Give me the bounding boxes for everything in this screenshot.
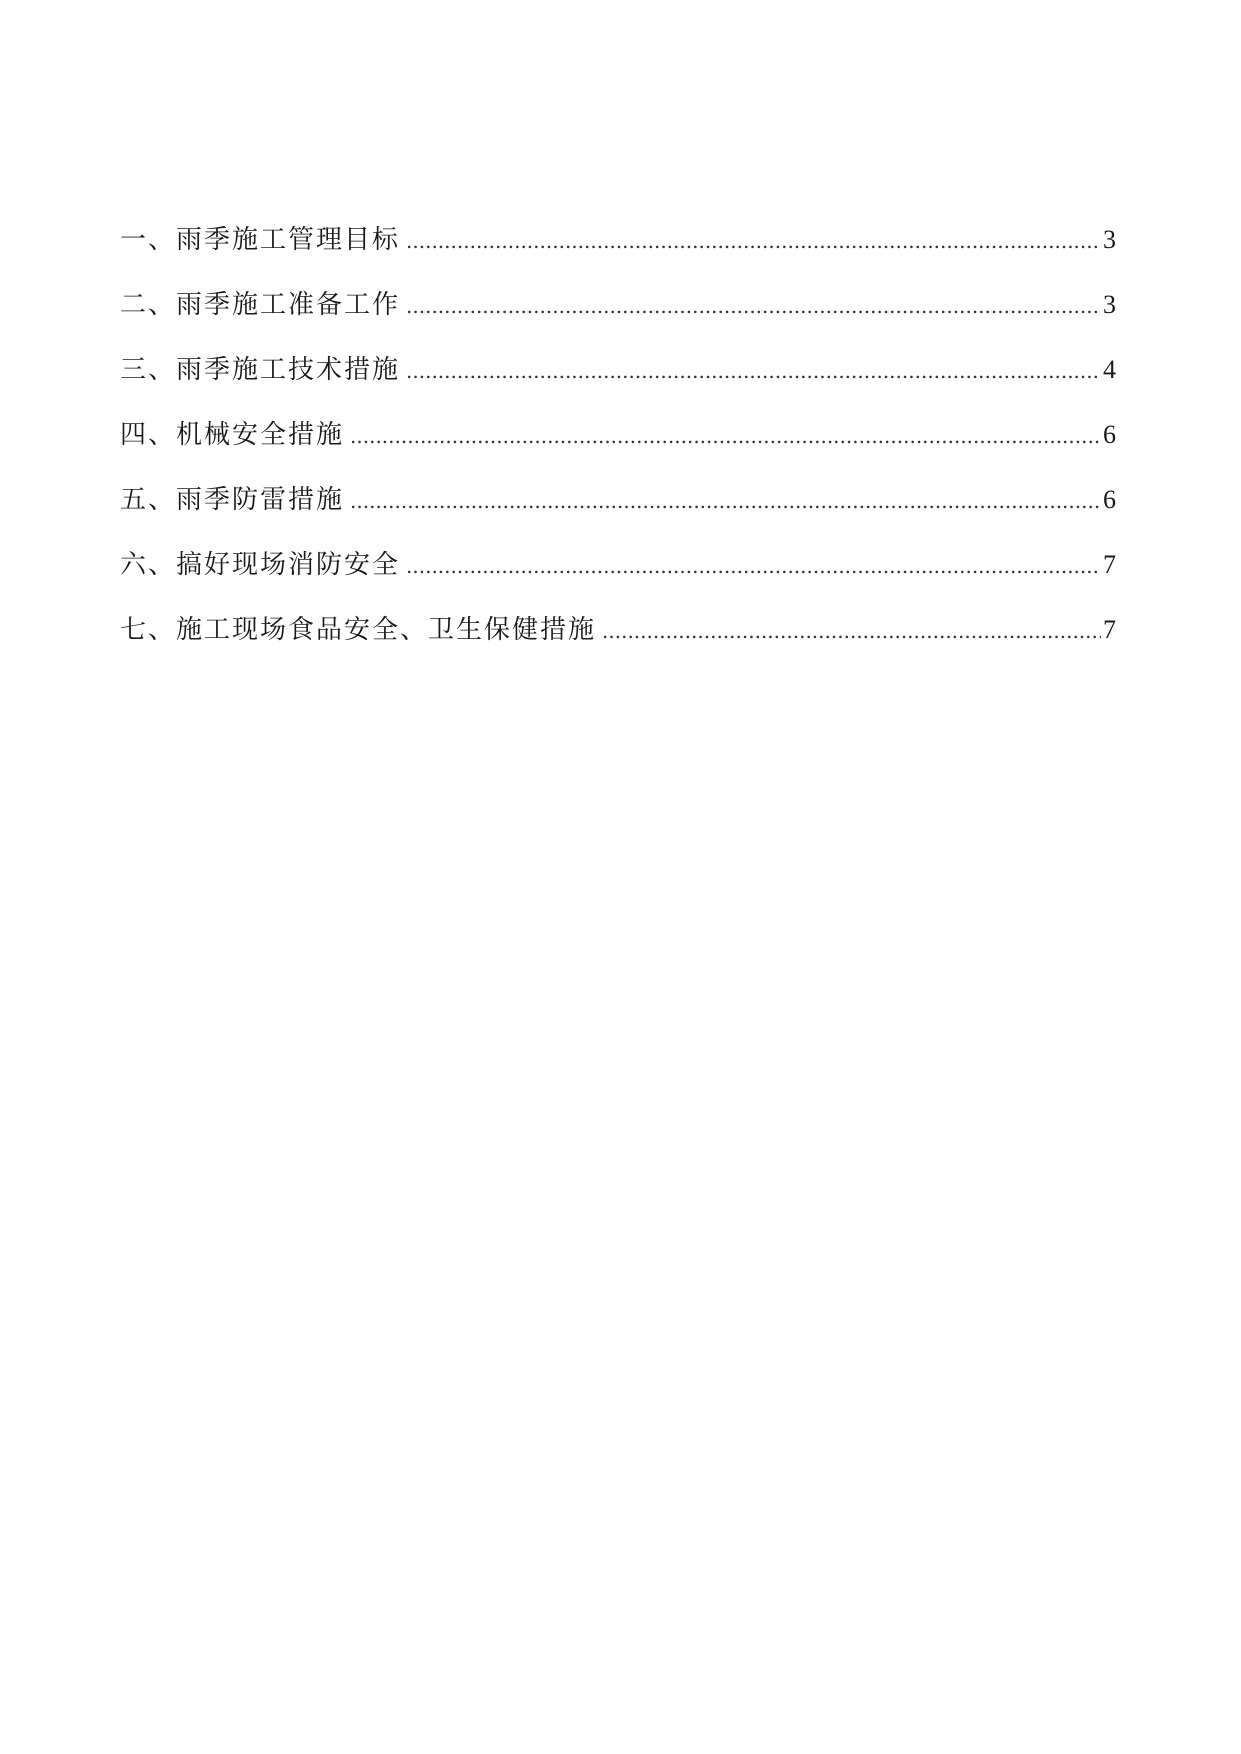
toc-entry[interactable] xyxy=(120,222,1116,287)
toc-entry-title: 五、雨季防雷措施 xyxy=(120,485,345,515)
toc-page-number: 6 xyxy=(1103,485,1116,514)
toc-entry[interactable] xyxy=(120,547,1116,612)
toc-page-number: 7 xyxy=(1103,550,1116,579)
toc-entry[interactable] xyxy=(120,482,1116,547)
toc-entry-title: 三、雨季施工技术措施 xyxy=(120,355,401,385)
toc-dot-leader xyxy=(350,483,1101,519)
toc-page-number: 3 xyxy=(1103,290,1116,319)
toc-dot-leader xyxy=(406,223,1101,259)
toc-page-number: 7 xyxy=(1103,615,1116,644)
toc-entry[interactable] xyxy=(120,612,1116,677)
toc-dot-leader xyxy=(406,353,1101,389)
toc-dot-leader xyxy=(602,613,1101,649)
toc-page-number: 4 xyxy=(1103,355,1116,384)
toc-entry-title: 一、雨季施工管理目标 xyxy=(120,225,401,255)
toc-entry[interactable] xyxy=(120,287,1116,352)
toc-page-number: 6 xyxy=(1103,420,1116,449)
toc-entry-title: 四、机械安全措施 xyxy=(120,420,345,450)
toc-entry-title: 六、搞好现场消防安全 xyxy=(120,550,401,580)
toc-page-number: 3 xyxy=(1103,225,1116,254)
toc-dot-leader xyxy=(406,288,1101,324)
toc-entry[interactable] xyxy=(120,417,1116,482)
table-of-contents xyxy=(120,222,1116,677)
toc-dot-leader xyxy=(406,548,1101,584)
toc-dot-leader xyxy=(350,418,1101,454)
toc-entry-title: 七、施工现场食品安全、卫生保健措施 xyxy=(120,615,597,645)
toc-entry-title: 二、雨季施工准备工作 xyxy=(120,290,401,320)
toc-entry[interactable] xyxy=(120,352,1116,417)
